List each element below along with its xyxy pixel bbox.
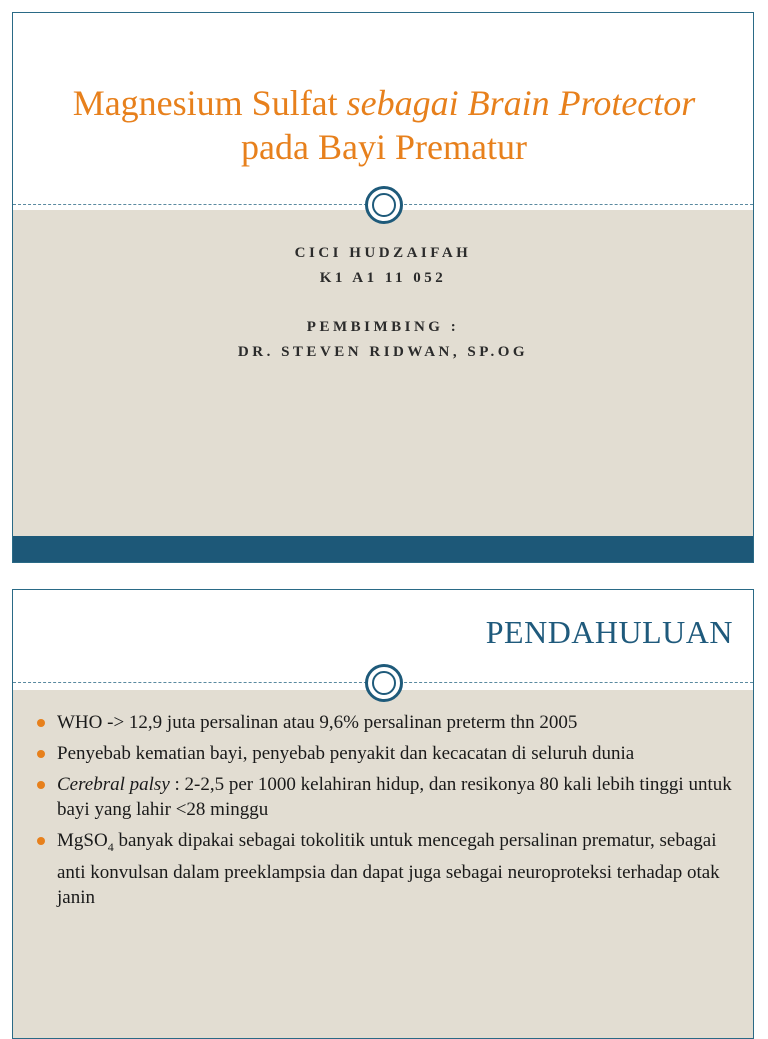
formula-subscript: 4 [107, 839, 114, 854]
circle-ornament-icon [365, 664, 403, 702]
list-item [37, 710, 737, 735]
author-block [13, 241, 753, 365]
supervisor-label: PEMBIMBING : [306, 319, 460, 335]
title-slide [12, 12, 754, 563]
circle-ornament-icon [365, 186, 403, 224]
list-item [37, 828, 737, 910]
bullet-list [37, 710, 737, 916]
bullet-italic-text: Cerebral palsy [57, 774, 170, 795]
bullet-text: banyak dipakai sebagai tokolitik untuk mencegah persalinan prematur, sebagai anti konvulsan dalam preeklampsia dan dapat juga sebagai neuroproteksi terhadap otak janin [57, 830, 720, 908]
formula-prefix: MgSO [57, 830, 108, 851]
title-italic: sebagai Brain Protector [346, 83, 696, 123]
supervisor-name: DR. STEVEN RIDWAN, SP.OG [237, 344, 529, 360]
slide-heading: PENDAHULUAN [485, 614, 733, 650]
list-item [37, 741, 737, 766]
author-name: CICI HUDZAIFAH [294, 245, 472, 261]
title-part1: Magnesium Sulfat [72, 83, 347, 123]
bullet-text: : 2-2,5 per 1000 kelahiran hidup, dan resikonya 80 kali lebih tinggi untuk bayi yang lahir <28 minggu [57, 774, 732, 820]
intro-slide [12, 589, 754, 1039]
slide-title [53, 81, 715, 169]
list-item [37, 772, 737, 822]
bottom-bar [13, 536, 753, 562]
bullet-dot-icon [37, 750, 45, 758]
bullet-dot-icon [37, 837, 45, 845]
bullet-text: Penyebab kematian bayi, penyebab penyakit dan kecacatan di seluruh dunia [57, 743, 635, 764]
title-part2: pada Bayi Prematur [241, 127, 527, 167]
bullet-dot-icon [37, 781, 45, 789]
bullet-dot-icon [37, 719, 45, 727]
bullet-text: WHO -> 12,9 juta persalinan atau 9,6% persalinan preterm thn 2005 [57, 712, 578, 733]
author-id: K1 A1 11 052 [319, 270, 447, 286]
